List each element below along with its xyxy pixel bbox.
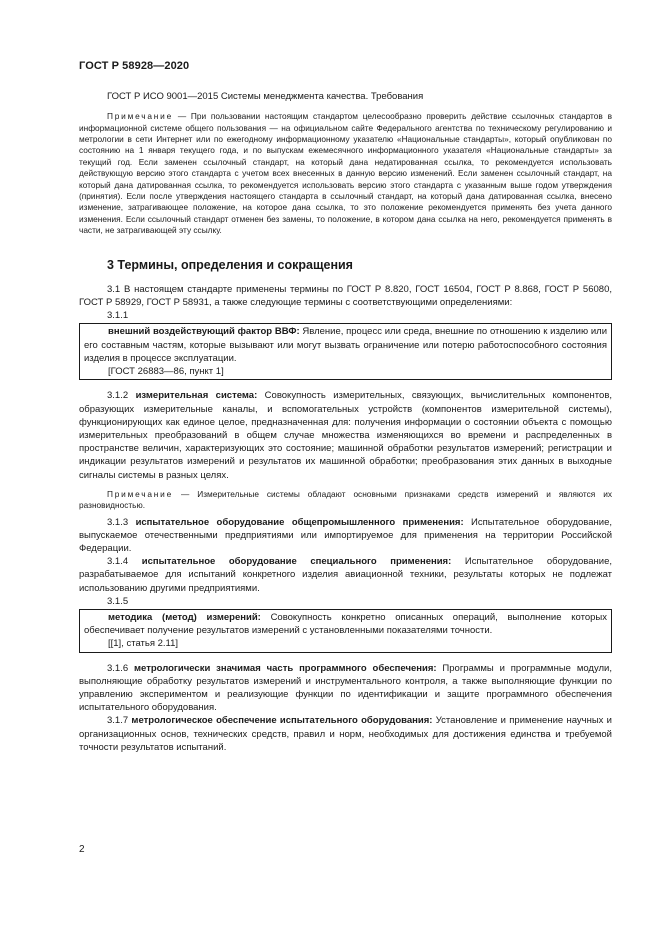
clause-number: 3.1.3	[107, 516, 136, 528]
clause-3-1-4	[79, 555, 612, 595]
term-text-1: Явление, процесс или среда, внешние по отношению к изделию или его составным частям, которые вызывают или могут вызвать ограничение или потерю работоспособного состояния изделия в процессе эксплуатации.	[84, 326, 608, 364]
term-text: Испытательное оборудование, выпускаемое отечественными предприятиями или импортируемое для применения на территории Российской Федерации.	[79, 516, 612, 554]
clause-3-1-1-number: 3.1.1	[107, 310, 129, 322]
clause-3-1-6	[79, 662, 612, 715]
note-text: — При пользовании настоящим стандартом целесообразно проверить действие ссылочных стандартов в информационной системе общего пользования — на официальном сайте Федерального агентства по техническому регулированию и метрологии в сети Интернет или по ежегодному информационному указателю «Национальные стандарты», который опубликован по состоянию на 1 января текущего года, и по выпускам ежемесячного информационного указателя «Национальные стандарты» за текущий год. Если заменен ссылочный стандарт, на который дана недатированная ссылка, то рекомендуется использовать действующую версию этого стандарта с учетом всех внесенных в данную версию изменений. Если заменен ссылочный стандарт, на который дана датированная ссылка, то рекомендуется использовать версию этого стандарта с указанным выше годом утверждения (принятия). Если после утверждения настоящего стандарта в ссылочный стандарт, на который дана датированная ссылка, внесено изменение, затрагивающее положение, на которое дана ссылка, то это положение рекомендуется применять без учета данного изменения. Если ссылочный стандарт отменен без замены, то положение, в котором дана ссылка на него, рекомендуется применять в части, не затрагивающей эту ссылку.	[79, 111, 612, 236]
clause-3-1-3	[79, 516, 612, 556]
note-paragraph-2	[79, 489, 612, 512]
term-source-1: [ГОСТ 26883—86, пункт 1]	[108, 366, 224, 378]
page-content	[79, 90, 612, 754]
clause-3-1-2	[79, 389, 612, 481]
note-label: Примечание	[107, 111, 174, 122]
note-text: — Измерительные системы обладают основными признаками средств измерений и являются их разновидностью.	[79, 488, 612, 511]
clause-3-1-5-number: 3.1.5	[107, 595, 129, 607]
note-label: Примечание	[107, 488, 174, 499]
clause-3-1-7	[79, 714, 612, 754]
term-definition-2	[84, 611, 607, 637]
term-definition-1	[84, 325, 607, 365]
term-text: Совокупность измерительных, связующих, вычислительных компонентов, образующих измерительные каналы, и вспомогательных устройств (компонентов измерительной системы), функционирующих как единое целое, предназначенная для: получения информации о состоянии объекта с помощью измерительных преобразований в общем случае множества изменяющихся во времени и распределенных в пространстве величин, характеризующих это состояние; машинной обработки результатов измерений; регистрации и индикации результатов измерений и результатов их машинной обработки; преобразования этих данных в выходные сигналы системы в разных целях.	[79, 390, 612, 481]
term-name: измерительная система:	[135, 390, 258, 402]
clause-3-1: 3.1 В настоящем стандарте применены термины по ГОСТ Р 8.820, ГОСТ 16504, ГОСТ Р 8.868, ГОСТ Р 56080, ГОСТ Р 58929, ГОСТ Р 58931, а также следующие термины с соответствующими определениями:	[79, 283, 612, 309]
clause-number: 3.1.6	[107, 662, 135, 674]
term-name: испытательное оборудование общепромышленного применения:	[135, 516, 464, 528]
term-name-1: внешний воздействующий фактор ВВФ:	[108, 326, 300, 338]
term-box-1	[79, 323, 612, 380]
term-text-2: Совокупность конкретно описанных операций, выполнение которых обеспечивает получение результатов измерений с установленными показателями точности.	[84, 611, 607, 637]
standard-header: ГОСТ Р 58928—2020	[79, 60, 190, 72]
term-name-2: методика (метод) измерений:	[108, 611, 261, 623]
term-name: метрологическое обеспечение испытательного оборудования:	[131, 715, 433, 727]
term-text: Программы и программные модули, выполняющие обработку результатов измерений и инструментального контроля, а также выполняющие функции по управлению экспериментом и реализующие функции по идентификации и защите программного обеспечения испытательного оборудования.	[79, 662, 613, 714]
section-heading: 3 Термины, определения и сокращения	[107, 257, 353, 272]
reference-line: ГОСТ Р ИСО 9001—2015 Системы менеджмента качества. Требования	[107, 91, 424, 102]
page-number: 2	[79, 844, 85, 855]
term-text: Испытательное оборудование, разрабатываемое для испытаний конкретного изделия авиационной техники, результаты которых не подлежат использованию другими предприятиями.	[79, 556, 612, 594]
term-name: испытательное оборудование специального применения:	[141, 556, 452, 568]
clause-number: 3.1.4	[107, 556, 142, 568]
term-source-2: [[1], статья 2.11]	[108, 638, 179, 650]
term-box-2	[79, 609, 612, 653]
term-text: Установление и применение научных и организационных основ, технических средств, правил и норм, необходимых для достижения единства и требуемой точности результатов испытаний.	[79, 715, 612, 753]
clause-number: 3.1.7	[107, 715, 132, 727]
clause-number: 3.1.2	[107, 390, 136, 402]
note-paragraph-1	[79, 111, 612, 236]
term-name: метрологически значимая часть программного обеспечения:	[134, 662, 437, 674]
